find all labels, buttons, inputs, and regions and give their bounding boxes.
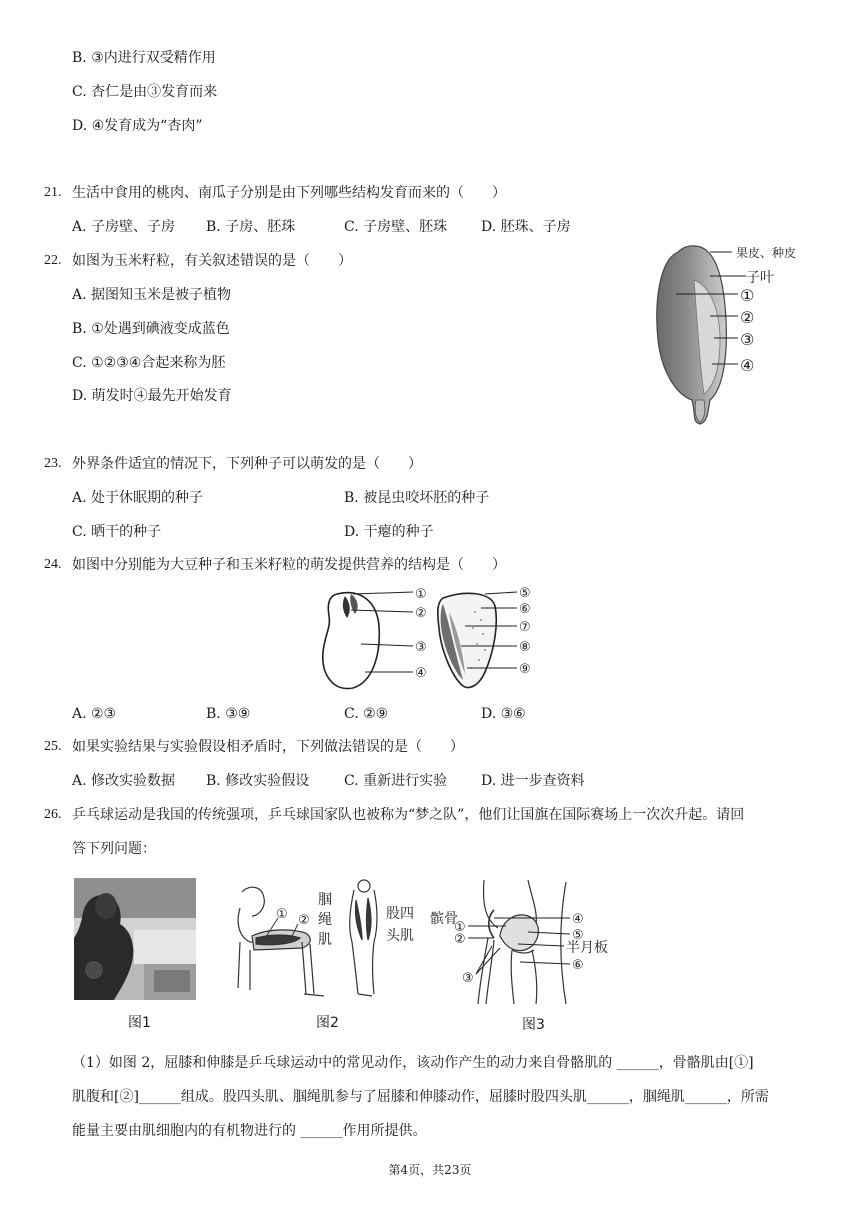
q23-number: 23. bbox=[44, 456, 62, 471]
seed-label-7: ⑦ bbox=[519, 620, 531, 635]
corn-kernel-figure bbox=[650, 240, 822, 430]
q26-part1-line1: （1）如图 2，屈膝和伸膝是乒乓球运动中的常见动作，该动作产生的动力来自骨骼肌的 ______，骨骼肌由[①] bbox=[72, 1055, 754, 1071]
q24-option-c: C. ②⑨ bbox=[344, 706, 389, 722]
knee-label-1: ① bbox=[454, 920, 466, 935]
knee-label-2: ② bbox=[454, 932, 466, 947]
q21-option-c: C. 子房壁、胚珠 bbox=[344, 219, 448, 235]
q20-option-c: C. 杏仁是由③发育而来 bbox=[72, 84, 218, 100]
fig2-caption: 图2 bbox=[316, 1015, 339, 1031]
corn-label-2: ② bbox=[740, 308, 755, 327]
seed-label-6: ⑥ bbox=[519, 602, 531, 617]
muscle-label-1: ① bbox=[276, 907, 288, 922]
q25-option-a: A. 修改实验数据 bbox=[72, 773, 176, 789]
knee-joint-figure bbox=[428, 876, 642, 1006]
q26-stem-line2: 答下列问题： bbox=[72, 841, 156, 857]
q20-option-d: D. ④发育成为“杏肉” bbox=[72, 118, 203, 134]
q25-option-d: D. 进一步查资料 bbox=[481, 773, 585, 789]
q21-option-d: D. 胚珠、子房 bbox=[481, 219, 571, 235]
corn-label-cotyledon: 子叶 bbox=[746, 270, 774, 286]
q22-option-a: A. 据图知玉米是被子植物 bbox=[72, 287, 232, 303]
popliteal-label-char3: 肌 bbox=[318, 932, 332, 948]
fig3-caption: 图3 bbox=[522, 1017, 545, 1033]
fig1-caption: 图1 bbox=[128, 1015, 151, 1031]
corn-label-4: ④ bbox=[740, 356, 755, 375]
corn-label-1: ① bbox=[740, 286, 755, 305]
q22-stem: 如图为玉米籽粒，有关叙述错误的是（ ） bbox=[72, 253, 352, 269]
q21-option-a: A. 子房壁、子房 bbox=[72, 219, 176, 235]
muscle-label-2: ② bbox=[298, 913, 310, 928]
q23-stem: 外界条件适宜的情况下，下列种子可以萌发的是（ ） bbox=[72, 456, 422, 472]
q24-option-b: B. ③⑨ bbox=[206, 706, 251, 722]
q22-option-c: C. ①②③④合起来称为胚 bbox=[72, 355, 226, 371]
quad-label-line2: 头肌 bbox=[386, 928, 414, 944]
q24-number: 24. bbox=[44, 557, 62, 572]
corn-label-3: ③ bbox=[740, 330, 755, 349]
q23-option-b: B. 被昆虫咬坏胚的种子 bbox=[344, 490, 490, 506]
q26-number: 26. bbox=[44, 807, 62, 822]
q24-option-d: D. ③⑥ bbox=[481, 706, 526, 722]
q22-number: 22. bbox=[44, 253, 62, 268]
popliteal-label-char2: 绳 bbox=[318, 912, 332, 928]
knee-label-patella: 髌骨 bbox=[430, 911, 458, 927]
q22-option-b: B. ①处遇到碘液变成蓝色 bbox=[72, 321, 230, 337]
quad-label-line1: 股四 bbox=[386, 906, 414, 922]
q26-part1-line2: 肌腹和[②]______组成。股四头肌、腘绳肌参与了屈膝和伸膝动作，屈膝时股四头肌______，腘绳肌______，所需 bbox=[72, 1089, 769, 1105]
q26-stem-line1: 乒乓球运动是我国的传统强项，乒乓球国家队也被称为“梦之队”，他们让国旗在国际赛场上一次次升起。请回 bbox=[72, 807, 745, 823]
q21-number: 21. bbox=[44, 185, 62, 200]
q24-stem: 如图中分别能为大豆种子和玉米籽粒的萌发提供营养的结构是（ ） bbox=[72, 557, 506, 573]
seed-label-2: ② bbox=[415, 606, 427, 621]
q25-number: 25. bbox=[44, 739, 62, 754]
seed-label-9: ⑨ bbox=[519, 662, 531, 677]
seed-label-3: ③ bbox=[415, 640, 427, 655]
q25-option-c: C. 重新进行实验 bbox=[344, 773, 448, 789]
seed-label-8: ⑧ bbox=[519, 640, 531, 655]
popliteal-label-char1: 腘 bbox=[318, 892, 332, 908]
q23-option-d: D. 干瘪的种子 bbox=[344, 524, 434, 540]
q24-option-a: A. ②③ bbox=[72, 706, 117, 722]
corn-label-coat: 果皮、种皮 bbox=[736, 246, 797, 260]
q22-option-d: D. 萌发时④最先开始发育 bbox=[72, 388, 232, 404]
seed-label-5: ⑤ bbox=[519, 586, 531, 601]
seed-label-4: ④ bbox=[415, 666, 427, 681]
q21-stem: 生活中食用的桃肉、南瓜子分别是由下列哪些结构发育而来的（ ） bbox=[72, 185, 506, 201]
q25-option-b: B. 修改实验假设 bbox=[206, 773, 310, 789]
q21-option-b: B. 子房、胚珠 bbox=[206, 219, 296, 235]
q23-option-a: A. 处于休眠期的种子 bbox=[72, 490, 204, 506]
knee-label-meniscus: 半月板 bbox=[566, 940, 608, 956]
q25-stem: 如果实验结果与实验假设相矛盾时，下列做法错误的是（ ） bbox=[72, 739, 464, 755]
knee-label-6: ⑥ bbox=[572, 958, 584, 973]
table-tennis-photo bbox=[74, 878, 196, 1000]
page-footer: 第4页，共23页 bbox=[388, 1163, 472, 1177]
seed-label-1: ① bbox=[415, 587, 427, 602]
knee-label-3: ③ bbox=[462, 971, 474, 986]
knee-label-5: ⑤ bbox=[572, 928, 584, 943]
knee-label-4: ④ bbox=[572, 912, 584, 927]
q20-option-b: B. ③内进行双受精作用 bbox=[72, 50, 216, 66]
leg-muscle-figure bbox=[228, 878, 428, 1000]
seed-comparison-figure bbox=[315, 582, 545, 696]
q26-part1-line3: 能量主要由肌细胞内的有机物进行的 ______作用所提供。 bbox=[72, 1123, 427, 1139]
q23-option-c: C. 晒干的种子 bbox=[72, 524, 162, 540]
